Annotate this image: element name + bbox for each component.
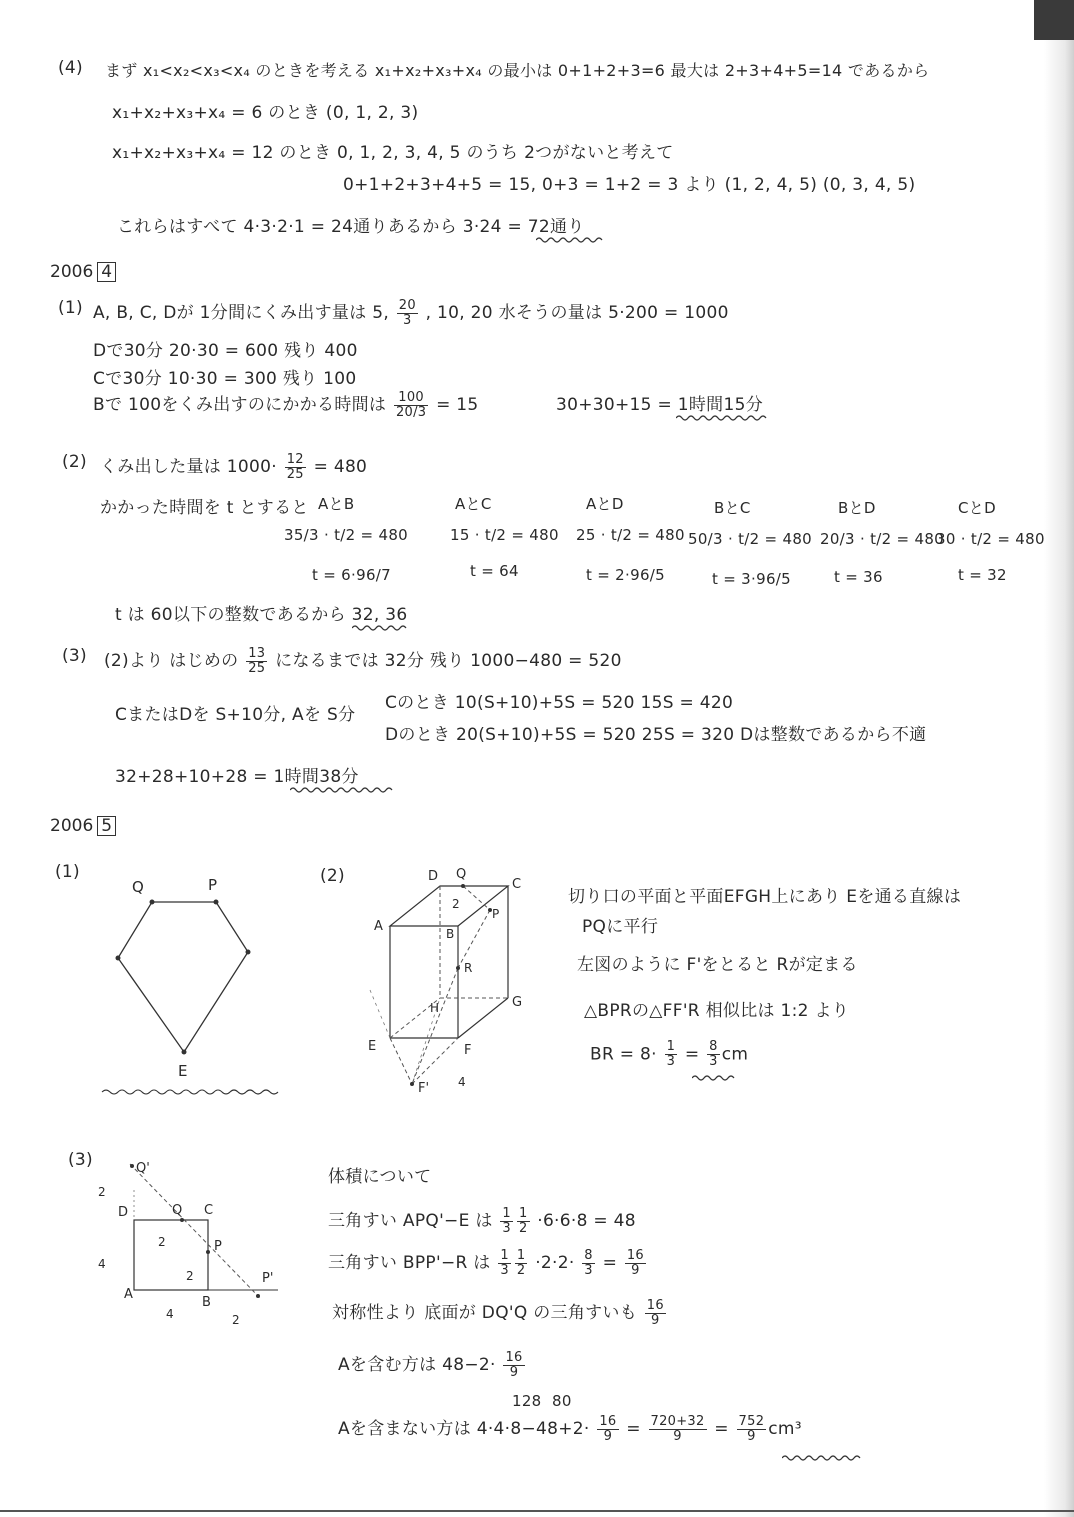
point-q bbox=[461, 884, 465, 888]
q5-3-l1a: 三角すい APQ'−E は bbox=[328, 1211, 493, 1231]
label-q: Q bbox=[132, 878, 144, 896]
q4-1-label: (1) bbox=[58, 298, 83, 318]
label-r: R bbox=[464, 961, 473, 975]
q4-2-eq-bc: 50/3 · t/2 = 480 bbox=[688, 530, 813, 548]
q5-3-l2b: ·2·2· bbox=[535, 1253, 575, 1273]
frac-den: 9 bbox=[509, 1364, 519, 1380]
q4-2-t-ab: t = 6·96/7 bbox=[312, 566, 391, 584]
frac-den: 9 bbox=[747, 1428, 756, 1444]
label-len-2-right: 2 bbox=[232, 1313, 240, 1327]
label-g: G bbox=[512, 995, 523, 1010]
q4-2-pair-ad: AとD bbox=[586, 495, 624, 513]
q5-2-line5 bbox=[590, 1040, 748, 1069]
frac-den: 2 bbox=[516, 1262, 526, 1278]
label-e: E bbox=[368, 1039, 377, 1054]
q4-1-l1b: , 10, 20 水そうの量は 5·200 = 1000 bbox=[425, 303, 729, 323]
q4-1-l1a: A, B, C, Dが 1分間にくみ出す量は 5, bbox=[93, 303, 390, 323]
q5-3-line4 bbox=[338, 1350, 527, 1380]
cut-rf bbox=[412, 968, 458, 1084]
frac-den: 3 bbox=[584, 1262, 593, 1278]
q5-3-answer-unit: cm³ bbox=[768, 1419, 802, 1439]
label-q: Q bbox=[172, 1203, 183, 1218]
label-len-2-inner: 2 bbox=[158, 1235, 166, 1249]
q4-1-line3: Cで30分 10·30 = 300 残り 100 bbox=[93, 369, 357, 389]
q4-2-line3 bbox=[115, 600, 407, 625]
label-h: H bbox=[430, 1001, 440, 1015]
q5-2-line3: 左図のように F'をとると Rが定まる bbox=[577, 955, 858, 975]
label-len-4: 4 bbox=[458, 1075, 466, 1089]
q4-3-label: (3) bbox=[62, 646, 87, 666]
frac-den: 3 bbox=[709, 1054, 718, 1069]
label-len-4-left: 4 bbox=[98, 1257, 106, 1271]
q5-2-answer-frac bbox=[707, 1040, 720, 1069]
p4-answer: 72通り bbox=[527, 217, 585, 237]
q4-2-line2: かかった時間を t とすると bbox=[100, 498, 309, 518]
frac-16-9 bbox=[597, 1415, 618, 1444]
frac-den: 3 bbox=[500, 1262, 509, 1278]
frac-num: 1 bbox=[516, 1247, 526, 1263]
frac-num: 12 bbox=[286, 451, 304, 467]
frac-den: 20/3 bbox=[395, 404, 427, 420]
q4-2-t-bd: t = 36 bbox=[834, 568, 883, 586]
q4-2-pair-cd: CとD bbox=[958, 499, 996, 517]
label-f-prime: F' bbox=[418, 1081, 430, 1096]
label-e: E bbox=[178, 1062, 188, 1080]
q5-3-heading: 体積について bbox=[328, 1167, 432, 1187]
frac-num: 100 bbox=[394, 391, 428, 406]
q5-3-l1b: ·6·6·8 = 48 bbox=[537, 1211, 636, 1231]
q5-3-label: (3) bbox=[68, 1150, 93, 1170]
frac-num: 1 bbox=[666, 1039, 676, 1054]
q4-2-pair-ab: AとB bbox=[318, 495, 355, 513]
label-len-2: 2 bbox=[452, 897, 460, 911]
q5-3-l2c: = bbox=[602, 1253, 618, 1273]
frac-den: 3 bbox=[666, 1054, 676, 1069]
q4-1-line1 bbox=[93, 298, 729, 328]
scanner-corner bbox=[1034, 0, 1074, 40]
section-5-header bbox=[50, 816, 116, 836]
q5-3-note-128: 128 bbox=[512, 1392, 542, 1410]
section-4-number: 4 bbox=[97, 262, 116, 282]
label-p: P bbox=[208, 876, 218, 894]
p4-line2: x₁+x₂+x₃+x₄ = 6 のとき (0, 1, 2, 3) bbox=[112, 103, 419, 123]
q5-2-l5a: BR = 8· bbox=[590, 1044, 657, 1065]
point-q-prime bbox=[130, 1164, 134, 1168]
q4-1-line2: Dで30分 20·30 = 600 残り 400 bbox=[93, 341, 358, 361]
q4-1-frac-100 bbox=[394, 391, 428, 420]
frac-720-32-9 bbox=[649, 1415, 707, 1444]
label-p: P bbox=[492, 907, 500, 921]
q4-1-frac-20-3 bbox=[397, 299, 418, 328]
q4-2-pair-bd: BとD bbox=[838, 499, 876, 517]
cut-ff bbox=[412, 1038, 458, 1084]
square-abcd bbox=[134, 1220, 208, 1290]
q5-3-answer-frac bbox=[737, 1415, 767, 1444]
p4-line5-text: これらはすべて 4·3·2·1 = 24通りあるから 3·24 = bbox=[117, 217, 528, 237]
point-p-prime bbox=[256, 1294, 260, 1298]
q4-3-answer-underline bbox=[290, 786, 394, 794]
section-4-header bbox=[50, 262, 116, 282]
q4-1-answer-underline bbox=[676, 414, 772, 422]
frac-num: 13 bbox=[248, 645, 266, 661]
section-5-year: 2006 bbox=[50, 816, 94, 836]
top-face bbox=[390, 886, 508, 926]
q4-3-line4: Dのとき 20(S+10)+5S = 520 25S = 320 Dは整数であるから不適 bbox=[385, 725, 927, 745]
p4-line1: まず x₁<x₂<x₃<x₄ のときを考える x₁+x₂+x₃+x₄ の最小は 0+1+2+3=6 最大は 2+3+4+5=14 であるから bbox=[105, 61, 930, 80]
frac-num: 8 bbox=[584, 1247, 593, 1263]
q5-3-note-80: 80 bbox=[552, 1392, 572, 1410]
q4-2-frac-12-25 bbox=[285, 453, 306, 482]
point-r bbox=[456, 966, 460, 970]
q4-2-answer: 32, 36 bbox=[351, 605, 408, 625]
frac-den: 3 bbox=[403, 312, 412, 328]
frac-den: 3 bbox=[502, 1220, 511, 1236]
cut-qp bbox=[463, 886, 490, 910]
frac-num: 16 bbox=[505, 1349, 523, 1365]
q5-3-answer-underline bbox=[782, 1454, 862, 1462]
q5-1-cross-section-figure bbox=[96, 866, 286, 1098]
frac-den: 9 bbox=[631, 1262, 640, 1278]
q4-2-eq-ad: 25 · t/2 = 480 bbox=[576, 526, 685, 544]
q4-2-eq-ab: 35/3 · t/2 = 480 bbox=[284, 526, 409, 544]
q5-2-line1: 切り口の平面と平面EFGH上にあり Eを通る直線は bbox=[568, 887, 962, 907]
q4-3-line1 bbox=[104, 646, 622, 676]
q5-2-l5b: = bbox=[684, 1044, 700, 1065]
q4-1-line4-right bbox=[556, 390, 763, 415]
q4-3-line5 bbox=[115, 762, 359, 787]
frac-num: 1 bbox=[502, 1205, 511, 1221]
page-bottom-edge bbox=[0, 1510, 1074, 1512]
label-q: Q bbox=[456, 867, 467, 882]
page-edge-shadow bbox=[1044, 0, 1074, 1517]
frac-num: 16 bbox=[599, 1413, 617, 1429]
q4-2-t-bc: t = 3·96/5 bbox=[712, 570, 791, 588]
p4-label: (4) bbox=[58, 58, 83, 78]
frac-num: 720+32 bbox=[650, 1413, 705, 1429]
q5-3-line2 bbox=[328, 1248, 648, 1278]
q4-3-l1a: (2)より はじめの bbox=[104, 651, 239, 671]
q5-3-l4a: Aを含む方は 48−2· bbox=[338, 1355, 496, 1375]
label-a: A bbox=[374, 919, 383, 934]
q5-1-label: (1) bbox=[55, 862, 80, 882]
q4-2-eq-bd: 20/3 · t/2 = 480 bbox=[820, 530, 945, 548]
q4-2-t-cd: t = 32 bbox=[958, 566, 1007, 584]
frac-den: 25 bbox=[248, 660, 266, 676]
q4-1-l4c: 30+30+15 = bbox=[556, 395, 678, 415]
q5-2-line4: △BPRの△FF'R 相似比は 1:2 より bbox=[584, 1001, 850, 1021]
q5-3-line3 bbox=[332, 1298, 668, 1328]
frac-den: 9 bbox=[673, 1428, 682, 1444]
q4-2-eq-cd: 30 · t/2 = 480 bbox=[936, 530, 1045, 548]
q5-2-answer-unit: cm bbox=[721, 1044, 749, 1065]
q4-3-frac-13-25 bbox=[246, 647, 267, 676]
q4-2-answer-underline bbox=[352, 624, 412, 632]
q4-2-l3a: t は 60以下の整数であるから bbox=[115, 605, 352, 625]
q5-3-l5b: = bbox=[626, 1419, 641, 1439]
q4-2-l1b: = 480 bbox=[313, 457, 368, 477]
frac-16-9 bbox=[503, 1351, 524, 1380]
cut-pr bbox=[458, 910, 490, 968]
q5-3-line5 bbox=[338, 1414, 802, 1444]
point-q bbox=[150, 900, 155, 905]
point-left bbox=[116, 956, 121, 961]
p4-answer-underline bbox=[536, 236, 606, 244]
point-f-prime bbox=[410, 1082, 414, 1086]
q5-3-l2a: 三角すい BPP'−R は bbox=[328, 1253, 491, 1273]
frac-den: 9 bbox=[651, 1312, 660, 1328]
point-e bbox=[182, 1050, 187, 1055]
frac-num: 8 bbox=[709, 1039, 718, 1054]
q5-2-label: (2) bbox=[320, 866, 345, 886]
extension-line bbox=[370, 990, 390, 1038]
q5-2-answer-underline bbox=[692, 1074, 740, 1082]
frac-8-3 bbox=[582, 1249, 595, 1278]
label-p-prime: P' bbox=[262, 1271, 274, 1286]
q4-2-t-ac: t = 64 bbox=[470, 562, 519, 580]
frac-num: 1 bbox=[500, 1247, 509, 1263]
q4-3-answer: 1時間38分 bbox=[273, 767, 359, 787]
q4-2-line1 bbox=[100, 452, 367, 482]
label-len-2-bottom-inner: 2 bbox=[186, 1269, 194, 1283]
frac-den: 2 bbox=[518, 1220, 528, 1236]
frac-den: 9 bbox=[603, 1428, 613, 1444]
label-p: P bbox=[214, 1239, 222, 1254]
label-a: A bbox=[124, 1287, 133, 1302]
frac-num: 1 bbox=[518, 1205, 528, 1221]
q4-2-pair-ac: AとC bbox=[455, 495, 492, 513]
label-f: F bbox=[464, 1043, 472, 1058]
frac-den: 25 bbox=[286, 466, 304, 482]
frac-16-9 bbox=[625, 1249, 646, 1278]
p4-line5 bbox=[117, 212, 585, 237]
q5-1-answer-underline bbox=[102, 1090, 278, 1094]
frac-num: 20 bbox=[398, 297, 416, 313]
point-p bbox=[206, 1250, 210, 1254]
frac-num: 752 bbox=[738, 1413, 765, 1429]
frac-num: 16 bbox=[626, 1247, 644, 1263]
q4-3-l1b: になるまでは 32分 残り 1000−480 = 520 bbox=[275, 651, 622, 671]
edge-fg bbox=[458, 998, 508, 1038]
q5-2-prism-figure bbox=[350, 860, 550, 1110]
q5-3-net-figure bbox=[90, 1150, 300, 1335]
q5-2-frac-1-3 bbox=[665, 1040, 678, 1069]
label-d: D bbox=[118, 1205, 129, 1220]
q4-2-l1a: くみ出した量は 1000· bbox=[100, 457, 277, 477]
q4-1-l4a: Bで 100をくみ出すのにかかる時間は bbox=[93, 395, 387, 415]
frac-1-3 bbox=[500, 1207, 513, 1236]
frac-1-3 bbox=[498, 1249, 511, 1278]
section-4-year: 2006 bbox=[50, 262, 94, 282]
q4-2-pair-bc: BとC bbox=[714, 499, 751, 517]
point-p bbox=[214, 900, 219, 905]
q4-1-line4 bbox=[93, 390, 479, 420]
q5-3-l3a: 対称性より 底面が DQ'Q の三角すいも bbox=[332, 1303, 638, 1323]
q4-3-line2: CまたはDを S+10分, Aを S分 bbox=[115, 705, 356, 725]
point-right bbox=[246, 950, 251, 955]
label-q-prime: Q' bbox=[136, 1161, 150, 1176]
q4-2-eq-ac: 15 · t/2 = 480 bbox=[450, 526, 559, 544]
section-5-number: 5 bbox=[97, 816, 116, 836]
q4-3-line3: Cのとき 10(S+10)+5S = 520 15S = 420 bbox=[385, 693, 734, 713]
cut-ef bbox=[390, 1038, 412, 1084]
frac-1-2 bbox=[515, 1249, 528, 1278]
label-c: C bbox=[512, 877, 522, 892]
q4-2-label: (2) bbox=[62, 452, 87, 472]
label-b: B bbox=[202, 1295, 211, 1310]
q5-3-line1 bbox=[328, 1206, 636, 1236]
q4-3-l5a: 32+28+10+28 = bbox=[115, 767, 274, 787]
frac-num: 16 bbox=[646, 1297, 664, 1313]
q4-1-answer: 1時間15分 bbox=[677, 395, 763, 415]
p4-line3: x₁+x₂+x₃+x₄ = 12 のとき 0, 1, 2, 3, 4, 5 のうち 2つがないと考えて bbox=[112, 143, 674, 163]
label-d: D bbox=[428, 869, 439, 884]
q4-1-l4b: = 15 bbox=[436, 395, 479, 415]
line-q-prime-p-prime bbox=[130, 1164, 260, 1298]
cross-section-polygon bbox=[118, 902, 248, 1052]
p4-line4: 0+1+2+3+4+5 = 15, 0+3 = 1+2 = 3 より (1, 2, 4, 5) (0, 3, 4, 5) bbox=[343, 175, 916, 195]
label-len-4-bottom: 4 bbox=[166, 1307, 174, 1321]
frac-1-2 bbox=[517, 1207, 530, 1236]
q5-3-l5a: Aを含まない方は 4·4·8−48+2· bbox=[338, 1419, 590, 1439]
label-c: C bbox=[204, 1203, 214, 1218]
q5-3-l5c: = bbox=[714, 1419, 729, 1439]
q5-2-line2: PQに平行 bbox=[582, 917, 659, 937]
frac-16-9 bbox=[645, 1299, 666, 1328]
q4-2-t-ad: t = 2·96/5 bbox=[586, 566, 665, 584]
point-q bbox=[180, 1218, 184, 1222]
label-b: B bbox=[446, 927, 455, 941]
label-len-2-top: 2 bbox=[98, 1185, 106, 1199]
